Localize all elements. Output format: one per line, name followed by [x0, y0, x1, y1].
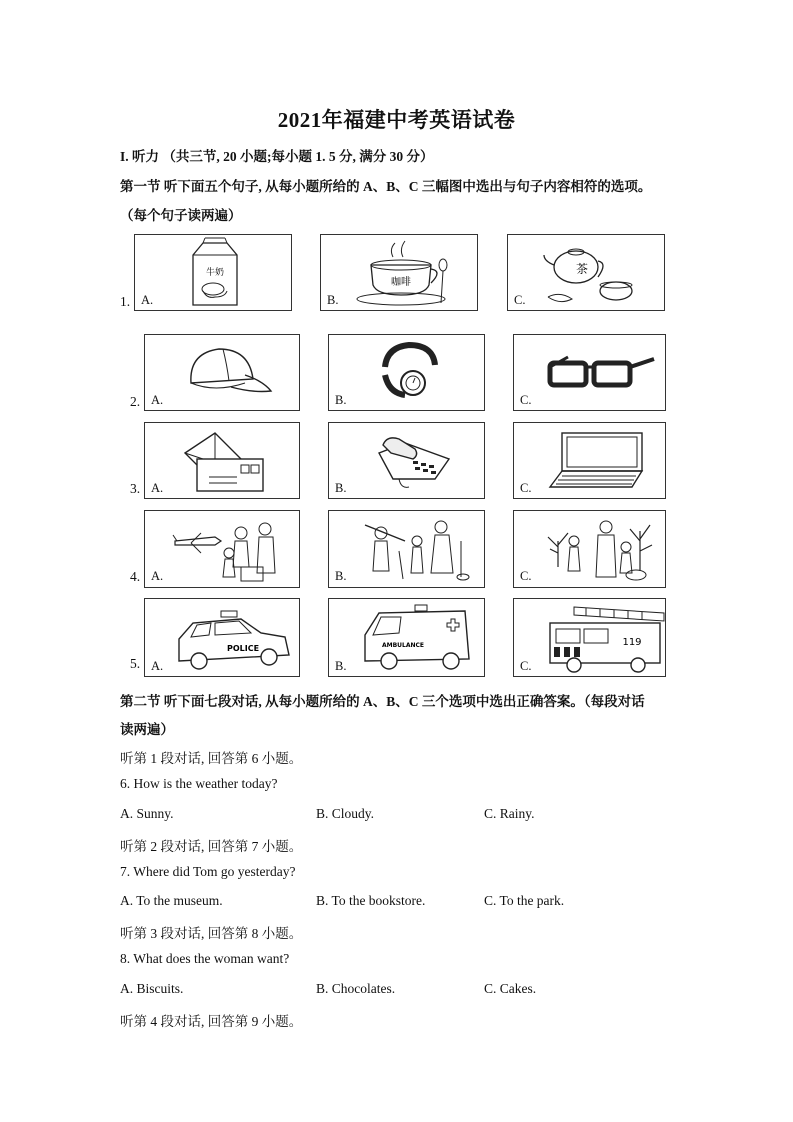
option-7b[interactable]: B. To the bookstore.	[316, 893, 426, 908]
option-card-5a[interactable]	[144, 598, 300, 677]
question-number: 2.	[130, 394, 141, 409]
watch-icon	[329, 335, 486, 412]
option-card-3a[interactable]	[144, 422, 300, 499]
part1-instruction-note: （每个句子读两遍）	[120, 208, 242, 223]
option-8c[interactable]: C. Cakes.	[484, 981, 537, 996]
question-8: 8. What does the woman want?	[120, 951, 290, 966]
option-letter: B.	[335, 659, 347, 673]
ambulance-label: AMBULANCE	[381, 642, 425, 649]
question-number: 5.	[130, 656, 141, 671]
page-title: 2021年福建中考英语试卷	[277, 108, 516, 132]
option-letter: B.	[327, 293, 339, 307]
question-6: 6. How is the weather today?	[120, 776, 278, 791]
option-letter: A.	[141, 293, 154, 307]
section-heading: I. 听力 （共三节, 20 小题;每小题 1. 5 分, 满分 30 分）	[120, 149, 434, 164]
option-7c[interactable]: C. To the park.	[484, 893, 565, 908]
milk-label: 牛奶	[205, 268, 225, 278]
question-number: 3.	[130, 481, 141, 496]
option-8b[interactable]: B. Chocolates.	[316, 981, 396, 996]
fire-number-label: 119	[622, 637, 642, 648]
part2-instruction-note: 读两遍）	[120, 722, 174, 737]
option-letter: A.	[151, 569, 164, 583]
police-label: POLICE	[226, 644, 260, 653]
laptop-icon	[514, 423, 667, 500]
question-number: 1.	[120, 294, 131, 309]
option-card-5c[interactable]	[513, 598, 666, 677]
option-card-4c[interactable]	[513, 510, 666, 588]
tea-label: 茶	[575, 262, 589, 276]
option-letter: C.	[520, 481, 532, 495]
option-letter: C.	[514, 293, 526, 307]
option-letter: C.	[520, 569, 532, 583]
fire-truck-icon	[514, 599, 667, 678]
question-7: 7. Where did Tom go yesterday?	[120, 864, 296, 879]
option-card-1a[interactable]	[134, 234, 292, 311]
option-7a[interactable]: A. To the museum.	[120, 893, 223, 908]
dialogue-intro-4: 听第 4 段对话, 回答第 9 小题。	[120, 1014, 303, 1029]
option-card-1b[interactable]	[320, 234, 478, 311]
option-card-2b[interactable]	[328, 334, 485, 411]
option-card-5b[interactable]	[328, 598, 485, 677]
dialogue-intro-1: 听第 1 段对话, 回答第 6 小题。	[120, 751, 303, 766]
option-letter: B.	[335, 393, 347, 407]
option-6b[interactable]: B. Cloudy.	[316, 806, 375, 821]
option-card-2a[interactable]	[144, 334, 300, 411]
question-number: 4.	[130, 569, 141, 584]
coffee-cup-icon	[321, 235, 479, 312]
option-card-1c[interactable]	[507, 234, 665, 311]
milk-carton-icon	[135, 235, 293, 312]
option-card-2c[interactable]	[513, 334, 666, 411]
option-card-3c[interactable]	[513, 422, 666, 499]
option-letter: A.	[151, 481, 164, 495]
option-letter: A.	[151, 393, 164, 407]
cleaning-people-icon	[329, 511, 486, 589]
teapot-icon	[508, 235, 666, 312]
option-letter: C.	[520, 393, 532, 407]
option-card-4a[interactable]	[144, 510, 300, 588]
option-letter: A.	[151, 659, 164, 673]
option-letter: B.	[335, 481, 347, 495]
envelope-icon	[145, 423, 301, 500]
option-letter: C.	[520, 659, 532, 673]
part2-instruction: 第二节 听下面七段对话, 从每小题所给的 A、B、C 三个选项中选出正确答案。（每段对话	[120, 694, 645, 709]
option-6a[interactable]: A. Sunny.	[120, 806, 174, 821]
police-car-icon	[145, 599, 301, 678]
ambulance-icon	[329, 599, 486, 678]
dialogue-intro-2: 听第 2 段对话, 回答第 7 小题。	[120, 839, 303, 854]
option-letter: B.	[335, 569, 347, 583]
option-8a[interactable]: A. Biscuits.	[120, 981, 184, 996]
option-card-3b[interactable]	[328, 422, 485, 499]
option-card-4b[interactable]	[328, 510, 485, 588]
coffee-label: 咖啡	[391, 277, 411, 288]
travel-people-icon	[145, 511, 301, 589]
telephone-icon	[329, 423, 486, 500]
part1-instruction: 第一节 听下面五个句子, 从每小题所给的 A、B、C 三幅图中选出与句子内容相符的选项。	[120, 179, 652, 194]
cap-icon	[145, 335, 301, 412]
glasses-icon	[514, 335, 667, 412]
option-6c[interactable]: C. Rainy.	[484, 806, 535, 821]
dialogue-intro-3: 听第 3 段对话, 回答第 8 小题。	[120, 926, 303, 941]
planting-trees-icon	[514, 511, 667, 589]
